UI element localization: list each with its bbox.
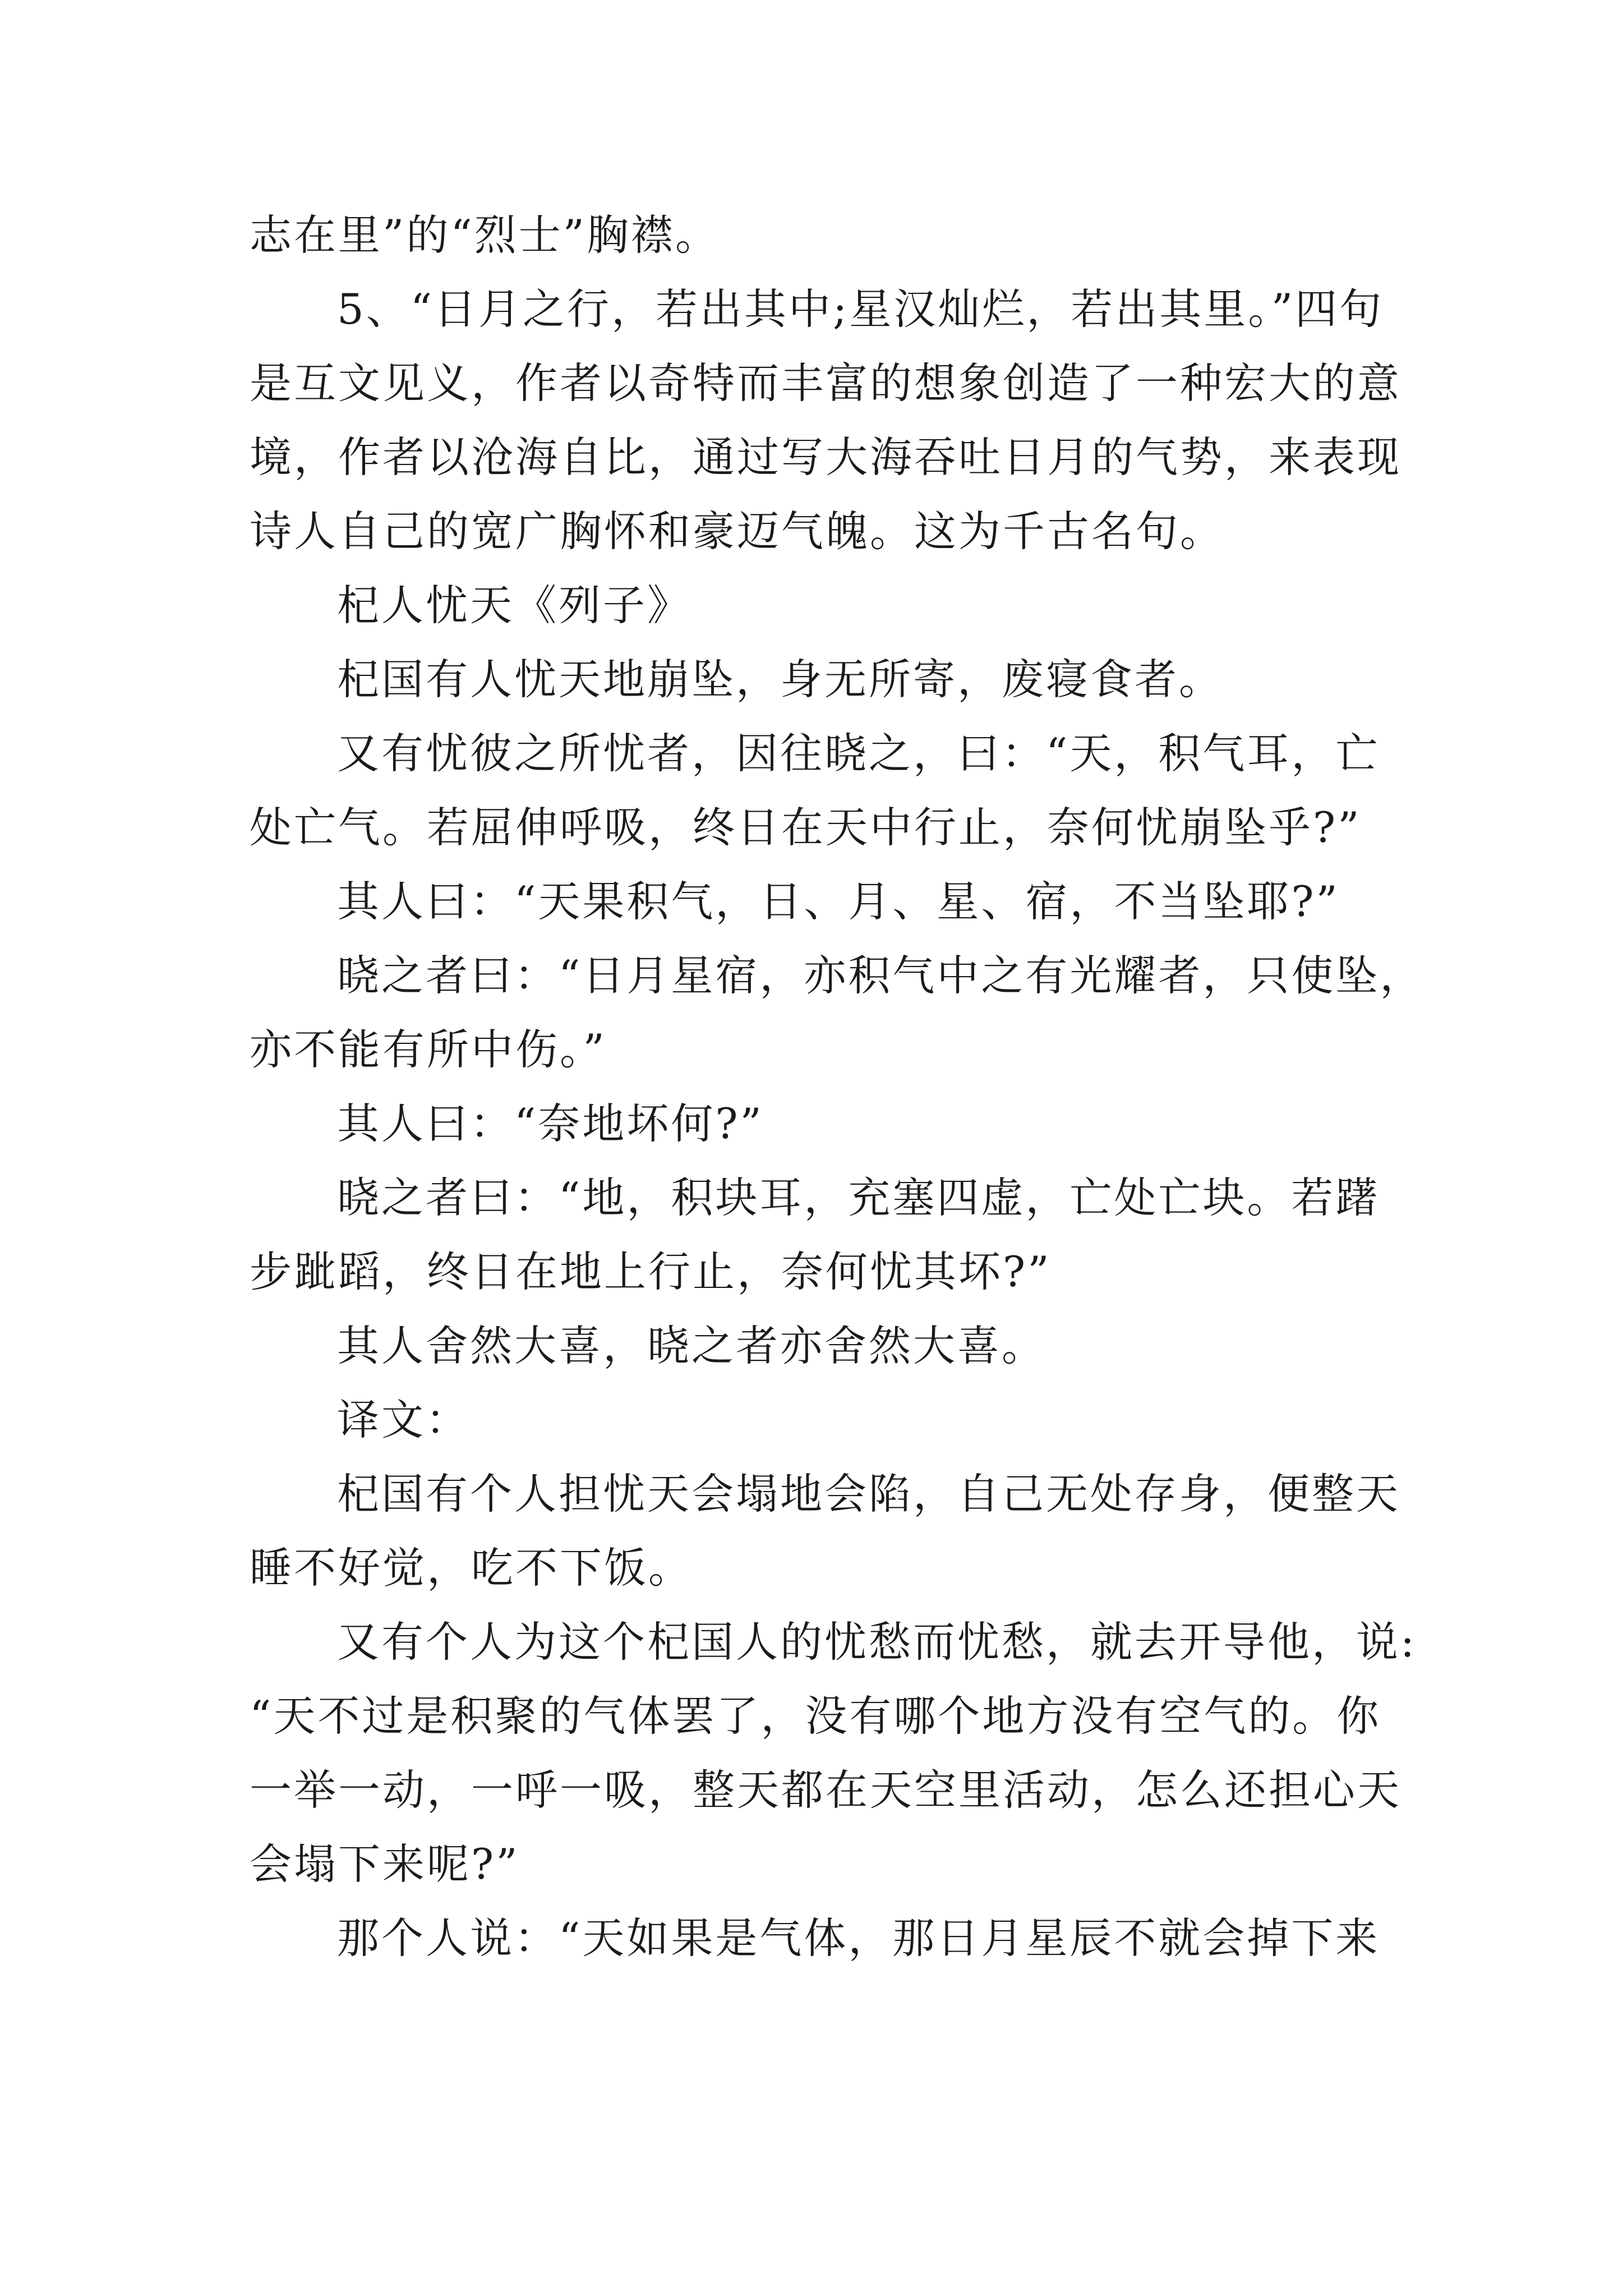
text-line: “天不过是积聚的气体罢了，没有哪个地方没有空气的。你 <box>250 1691 1381 1741</box>
text-line: 其人曰：“天果积气，日、月、星、宿，不当坠耶?” <box>337 877 1340 926</box>
text-line: 步跐蹈，终日在地上行止，奈何忧其坏?” <box>250 1247 1052 1296</box>
text-line: 是互文见义，作者以奇特而丰富的想象创造了一种宏大的意 <box>250 358 1402 408</box>
text-line: 5、“日月之行，若出其中;星汉灿烂，若出其里。”四句 <box>337 284 1384 334</box>
text-line: 晓之者曰：“日月星宿，亦积气中之有光耀者，只使坠， <box>337 951 1424 1000</box>
text-line: 杞国有人忧天地崩坠，身无所寄，废寝食者。 <box>337 655 1224 704</box>
text-line: 境，作者以沧海自比，通过写大海吞吐日月的气势，来表现 <box>250 432 1402 482</box>
text-line: 杞国有个人担忧天会塌地会陷，自己无处存身，便整天 <box>337 1469 1401 1519</box>
text-line: 那个人说：“天如果是气体，那日月星辰不就会掉下来 <box>337 1913 1380 1963</box>
text-line: 一举一动，一呼一吸，整天都在天空里活动，怎么还担心天 <box>250 1765 1402 1815</box>
text-line: 睡不好觉，吃不下饭。 <box>250 1543 693 1593</box>
section-title: 杞人忧天《列子》 <box>337 581 692 630</box>
text-line: 又有个人为这个杞国人的忧愁而忧愁，就去开导他，说: <box>337 1617 1417 1667</box>
text-line: 志在里”的“烈士”胸襟。 <box>250 210 720 260</box>
text-line: 晓之者曰：“地，积块耳，充塞四虚，亡处亡块。若躇 <box>337 1173 1380 1222</box>
text-line: 其人舍然大喜，晓之者亦舍然大喜。 <box>337 1321 1046 1370</box>
text-line: 其人曰：“奈地坏何?” <box>337 1099 764 1148</box>
text-line: 诗人自己的宽广胸怀和豪迈气魄。这为千古名句。 <box>250 507 1225 556</box>
document-body <box>250 198 1424 1975</box>
text-line: 又有忧彼之所忧者，因往晓之，曰：“天，积气耳，亡 <box>337 729 1380 778</box>
text-line: 处亡气。若屈伸呼吸，终日在天中行止，奈何忧崩坠乎?” <box>250 803 1362 852</box>
text-line: 亦不能有所中伤。” <box>250 1025 607 1074</box>
translation-heading: 译文： <box>337 1395 471 1444</box>
text-line: 会塌下来呢?” <box>250 1839 520 1889</box>
